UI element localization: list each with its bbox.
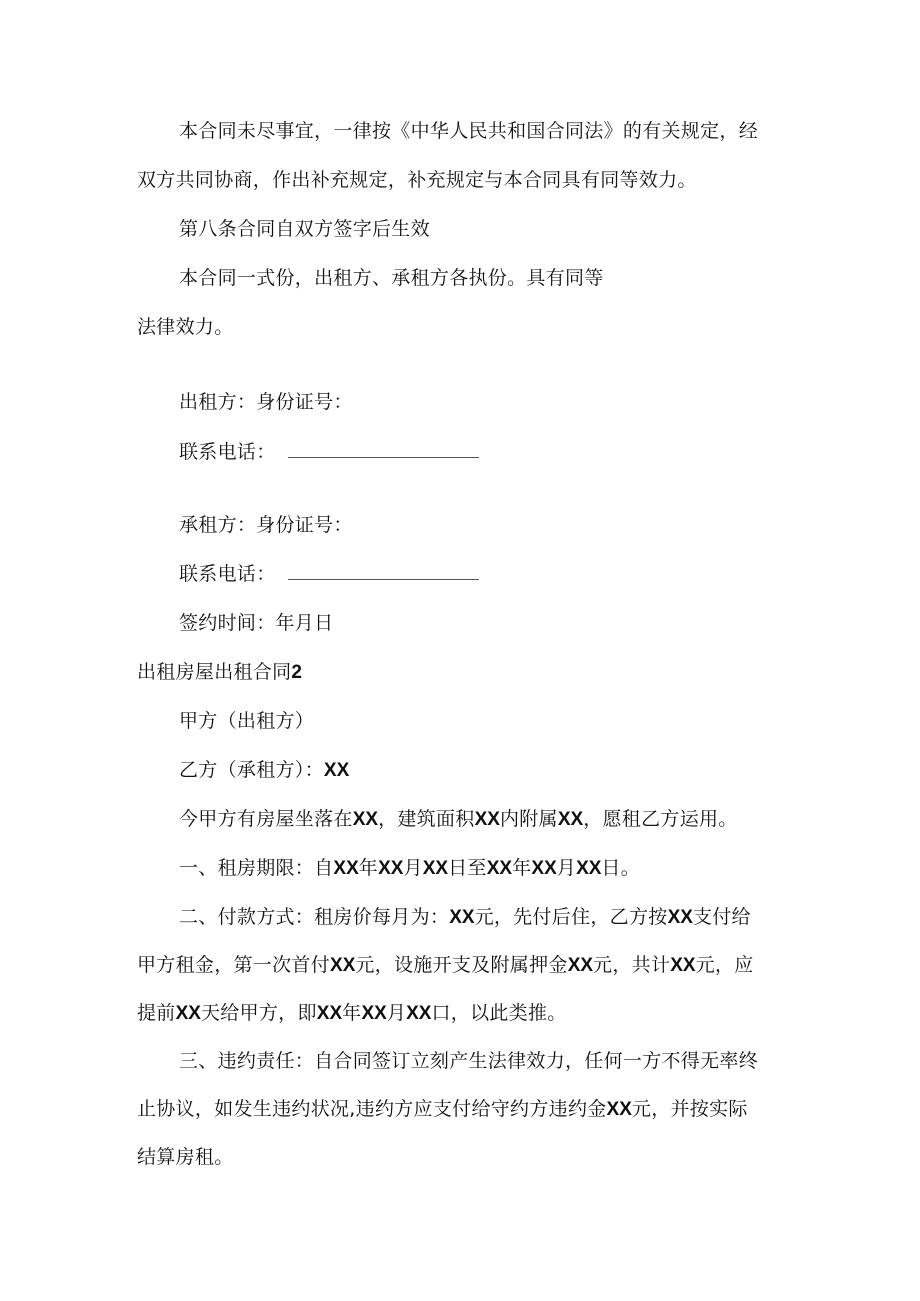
- placeholder-xx: XX: [378, 858, 404, 879]
- placeholder-xx: XX: [606, 1099, 632, 1120]
- lessor-phone-row: [179, 439, 479, 465]
- placeholder-xx: XX: [531, 858, 557, 879]
- lessor-id-label: 出租方：身份证号：: [179, 391, 353, 413]
- party-a: 甲方（出租方）: [179, 710, 315, 732]
- lessor-phone-label: 联系电话：: [179, 441, 276, 463]
- sign-time: 签约时间：年月日: [179, 612, 334, 634]
- text-run: 月: [556, 857, 577, 879]
- placeholder-xx: XX: [333, 858, 359, 879]
- lessee-phone-blank: [288, 561, 479, 580]
- breach-clause-line: 三、违约责任：自合同签订立刻产生法律效力，任何一方不得无率终: [179, 1050, 759, 1072]
- text-run: 口，以此类推。: [431, 1002, 567, 1024]
- text-run: 元，共计: [593, 954, 671, 976]
- text-run: 月: [403, 857, 423, 879]
- payment-clause-line: [179, 904, 751, 931]
- text-run: 止协议，如发生违约状况,违约方应支付给守约方违约金: [137, 1098, 607, 1120]
- placeholder-xx: XX: [557, 809, 584, 830]
- text-run: 元，应: [695, 954, 754, 976]
- contract-title-text: 出租房屋出租合同: [137, 661, 292, 683]
- text-run: 甲方租金，第一次首付: [137, 954, 331, 976]
- text-run: 元，并按实际: [631, 1098, 748, 1120]
- placeholder-xx: XX: [330, 955, 356, 976]
- property-clause: [179, 806, 738, 833]
- contract-title: [137, 659, 302, 686]
- text-run: 支付给: [692, 906, 751, 928]
- placeholder-xx: XX: [175, 1003, 201, 1024]
- breach-clause-line: [137, 1096, 748, 1123]
- placeholder-xx: XX: [449, 907, 475, 928]
- text-run: ，建筑面积: [378, 808, 475, 830]
- text-run: 一、租房期限：自: [179, 857, 334, 879]
- lessee-id-label: 承租方：身份证号：: [179, 514, 353, 536]
- placeholder-xx: XX: [567, 955, 594, 976]
- text-run: 年: [358, 857, 379, 879]
- text-run: ，愿租乙方运用。: [583, 808, 738, 830]
- text-run: 元，先付后住，乙方按: [474, 906, 668, 928]
- party-b: [179, 757, 349, 784]
- payment-clause-line: [137, 1000, 567, 1027]
- text-run: 提前: [137, 1002, 176, 1024]
- placeholder-xx: XX: [486, 858, 513, 879]
- text-run: 年: [512, 857, 532, 879]
- clause-line: 本合同未尽事宜，一律按《中华人民共和国合同法》的有关规定，经: [179, 120, 759, 142]
- term-clause: [179, 855, 640, 882]
- placeholder-xx: XX: [576, 858, 602, 879]
- placeholder-xx: XX: [352, 809, 379, 830]
- placeholder-xx: XX: [422, 858, 449, 879]
- text-run: 年: [342, 1002, 362, 1024]
- payment-clause-line: [137, 952, 754, 979]
- clause-line: 法律效力。: [137, 316, 234, 338]
- party-b-label: 乙方（承租方）：: [179, 759, 324, 781]
- lessee-phone-row: [179, 561, 479, 587]
- placeholder-xx: XX: [406, 1003, 432, 1024]
- text-run: 今甲方有房屋坐落在: [179, 808, 353, 830]
- party-b-value: XX: [323, 760, 350, 781]
- placeholder-xx: XX: [361, 1003, 387, 1024]
- contract-title-number: 2: [291, 662, 302, 683]
- placeholder-xx: XX: [670, 955, 696, 976]
- placeholder-xx: XX: [316, 1003, 343, 1024]
- breach-clause-line: 结算房租。: [137, 1146, 234, 1168]
- text-run: 元，设施开支及附属押金: [355, 954, 568, 976]
- text-run: 日。: [601, 857, 641, 879]
- placeholder-xx: XX: [667, 907, 693, 928]
- clause-line: 本合同一式份，出租方、承租方各执份。具有同等: [179, 267, 604, 289]
- lessor-phone-blank: [288, 439, 479, 458]
- text-run: 二、付款方式：租房价每月为：: [179, 906, 450, 928]
- text-run: 内附属: [499, 808, 558, 830]
- text-run: 天给甲方，即: [200, 1002, 317, 1024]
- lessee-phone-label: 联系电话：: [179, 563, 276, 585]
- placeholder-xx: XX: [474, 809, 500, 830]
- text-run: 月: [386, 1002, 407, 1024]
- clause-line: 双方共同协商，作出补充规定，补充规定与本合同具有同等效力。: [137, 169, 697, 191]
- article-heading: 第八条合同自双方签字后生效: [179, 218, 430, 240]
- text-run: 日至: [448, 857, 487, 879]
